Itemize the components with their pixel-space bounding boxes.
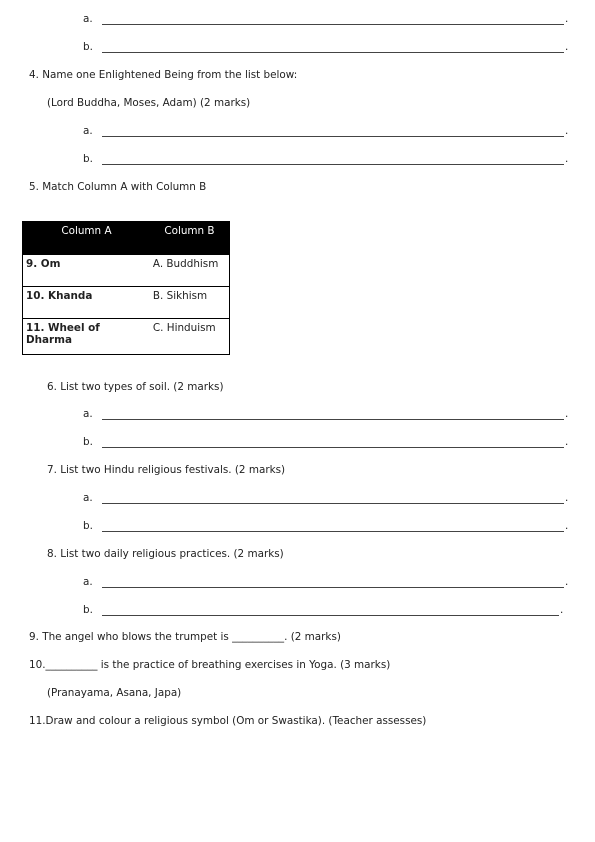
period: .	[565, 576, 569, 588]
q10-options: (Pranayama, Asana, Japa)	[47, 687, 182, 699]
q7-option-b-label: b.	[83, 520, 93, 532]
period: .	[565, 13, 569, 25]
q7-answer-b-line[interactable]	[102, 531, 564, 532]
period: .	[565, 492, 569, 504]
q5-question: 5. Match Column A with Column B	[29, 181, 207, 193]
q4-options: (Lord Buddha, Moses, Adam) (2 marks)	[47, 97, 251, 109]
q4-answer-b-line[interactable]	[102, 164, 564, 165]
q8-answer-a-line[interactable]	[102, 587, 564, 588]
q4-question: 4. Name one Enlightened Being from the list below:	[29, 69, 298, 81]
q6-answer-a-line[interactable]	[102, 419, 564, 420]
column-a-cell: 11. Wheel of Dharma	[23, 319, 150, 355]
q8-option-a-label: a.	[83, 576, 93, 588]
q4-option-a-label: a.	[83, 125, 93, 137]
q3-option-a-label: a.	[83, 13, 93, 25]
column-b-cell: C. Hinduism	[150, 319, 230, 355]
column-a-header: Column A	[23, 222, 150, 255]
q7-question: 7. List two Hindu religious festivals. (2 marks)	[47, 464, 286, 476]
column-a-cell: 9. Om	[23, 255, 150, 287]
period: .	[565, 125, 569, 137]
q4-option-b-label: b.	[83, 153, 93, 165]
q6-option-a-label: a.	[83, 408, 93, 420]
q10-question: 10.__________ is the practice of breathing exercises in Yoga. (3 marks)	[29, 659, 391, 671]
q11-question: 11.Draw and colour a religious symbol (Om or Swastika). (Teacher assesses)	[29, 715, 427, 727]
column-b-header: Column B	[150, 222, 230, 255]
period: .	[565, 153, 569, 165]
q8-answer-b-line[interactable]	[102, 615, 559, 616]
column-b-cell: B. Sikhism	[150, 287, 230, 319]
q7-option-a-label: a.	[83, 492, 93, 504]
q6-answer-b-line[interactable]	[102, 447, 564, 448]
table-row	[23, 255, 230, 287]
period: .	[565, 41, 569, 53]
period: .	[565, 408, 569, 420]
table-row	[23, 319, 230, 355]
column-a-cell: 10. Khanda	[23, 287, 150, 319]
period: .	[565, 436, 569, 448]
q3-answer-b-line[interactable]	[102, 52, 564, 53]
q8-question: 8. List two daily religious practices. (2 marks)	[47, 548, 284, 560]
q3-answer-a-line[interactable]	[102, 24, 564, 25]
column-b-cell: A. Buddhism	[150, 255, 230, 287]
q9-question: 9. The angel who blows the trumpet is __________. (2 marks)	[29, 631, 341, 643]
period: .	[565, 520, 569, 532]
q4-answer-a-line[interactable]	[102, 136, 564, 137]
q3-option-b-label: b.	[83, 41, 93, 53]
table-row	[23, 287, 230, 319]
period: .	[560, 604, 564, 616]
q7-answer-a-line[interactable]	[102, 503, 564, 504]
q6-option-b-label: b.	[83, 436, 93, 448]
q8-option-b-label: b.	[83, 604, 93, 616]
matching-table	[22, 221, 230, 355]
q6-question: 6. List two types of soil. (2 marks)	[47, 381, 224, 393]
